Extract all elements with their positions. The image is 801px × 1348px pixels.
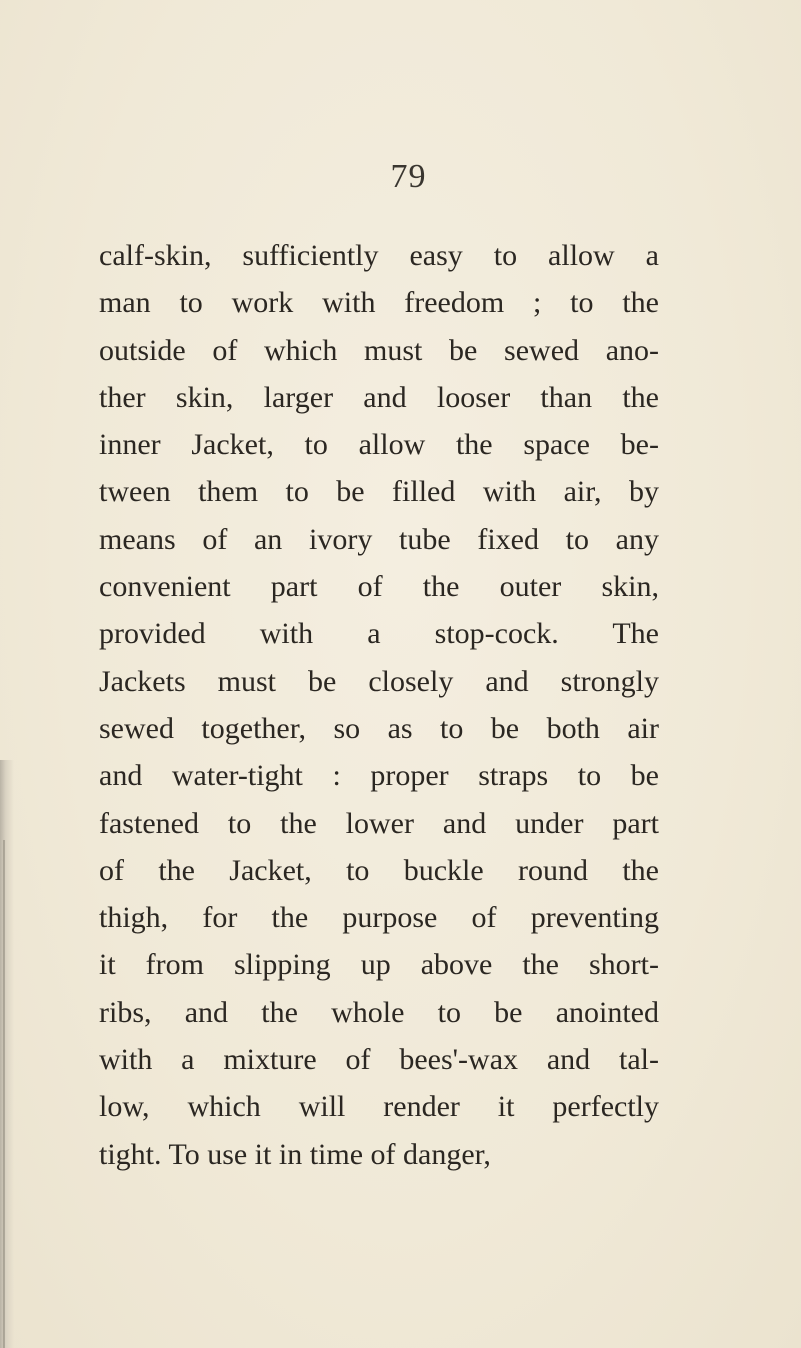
text-line: ribs, and the whole to be anointed bbox=[99, 995, 659, 1029]
text-line: inner Jacket, to allow the space be- bbox=[99, 428, 659, 462]
text-line: provided with a stop-cock. The bbox=[99, 617, 659, 651]
text-line: ther skin, larger and looser than the bbox=[99, 380, 659, 414]
text-line: calf-skin, sufficiently easy to allow a bbox=[99, 239, 659, 272]
text-line: it from slipping up above the short- bbox=[99, 948, 659, 982]
text-line: thigh, for the purpose of preventing bbox=[99, 901, 659, 935]
text-line: with a mixture of bees'-wax and tal- bbox=[99, 1043, 659, 1077]
text-line: tight. To use it in time of danger, bbox=[99, 1137, 491, 1171]
text-line: fastened to the lower and under part bbox=[99, 806, 659, 840]
text-line: Jackets must be closely and strongly bbox=[99, 664, 659, 698]
text-line: outside of which must be sewed ano- bbox=[99, 333, 659, 367]
binding-edge-line bbox=[3, 840, 5, 1348]
text-line: means of an ivory tube fixed to any bbox=[99, 522, 659, 556]
text-line: and water-tight : proper straps to be bbox=[99, 759, 659, 793]
body-text bbox=[99, 232, 659, 1178]
text-line: tween them to be filled with air, by bbox=[99, 475, 659, 509]
text-line: of the Jacket, to buckle round the bbox=[99, 853, 659, 887]
page-number: 79 bbox=[390, 158, 427, 195]
text-line: convenient part of the outer skin, bbox=[99, 570, 659, 604]
text-line: low, which will render it perfectly bbox=[99, 1090, 659, 1124]
text-line: sewed together, so as to be both air bbox=[99, 711, 659, 745]
text-line: man to work with freedom ; to the bbox=[99, 286, 659, 320]
